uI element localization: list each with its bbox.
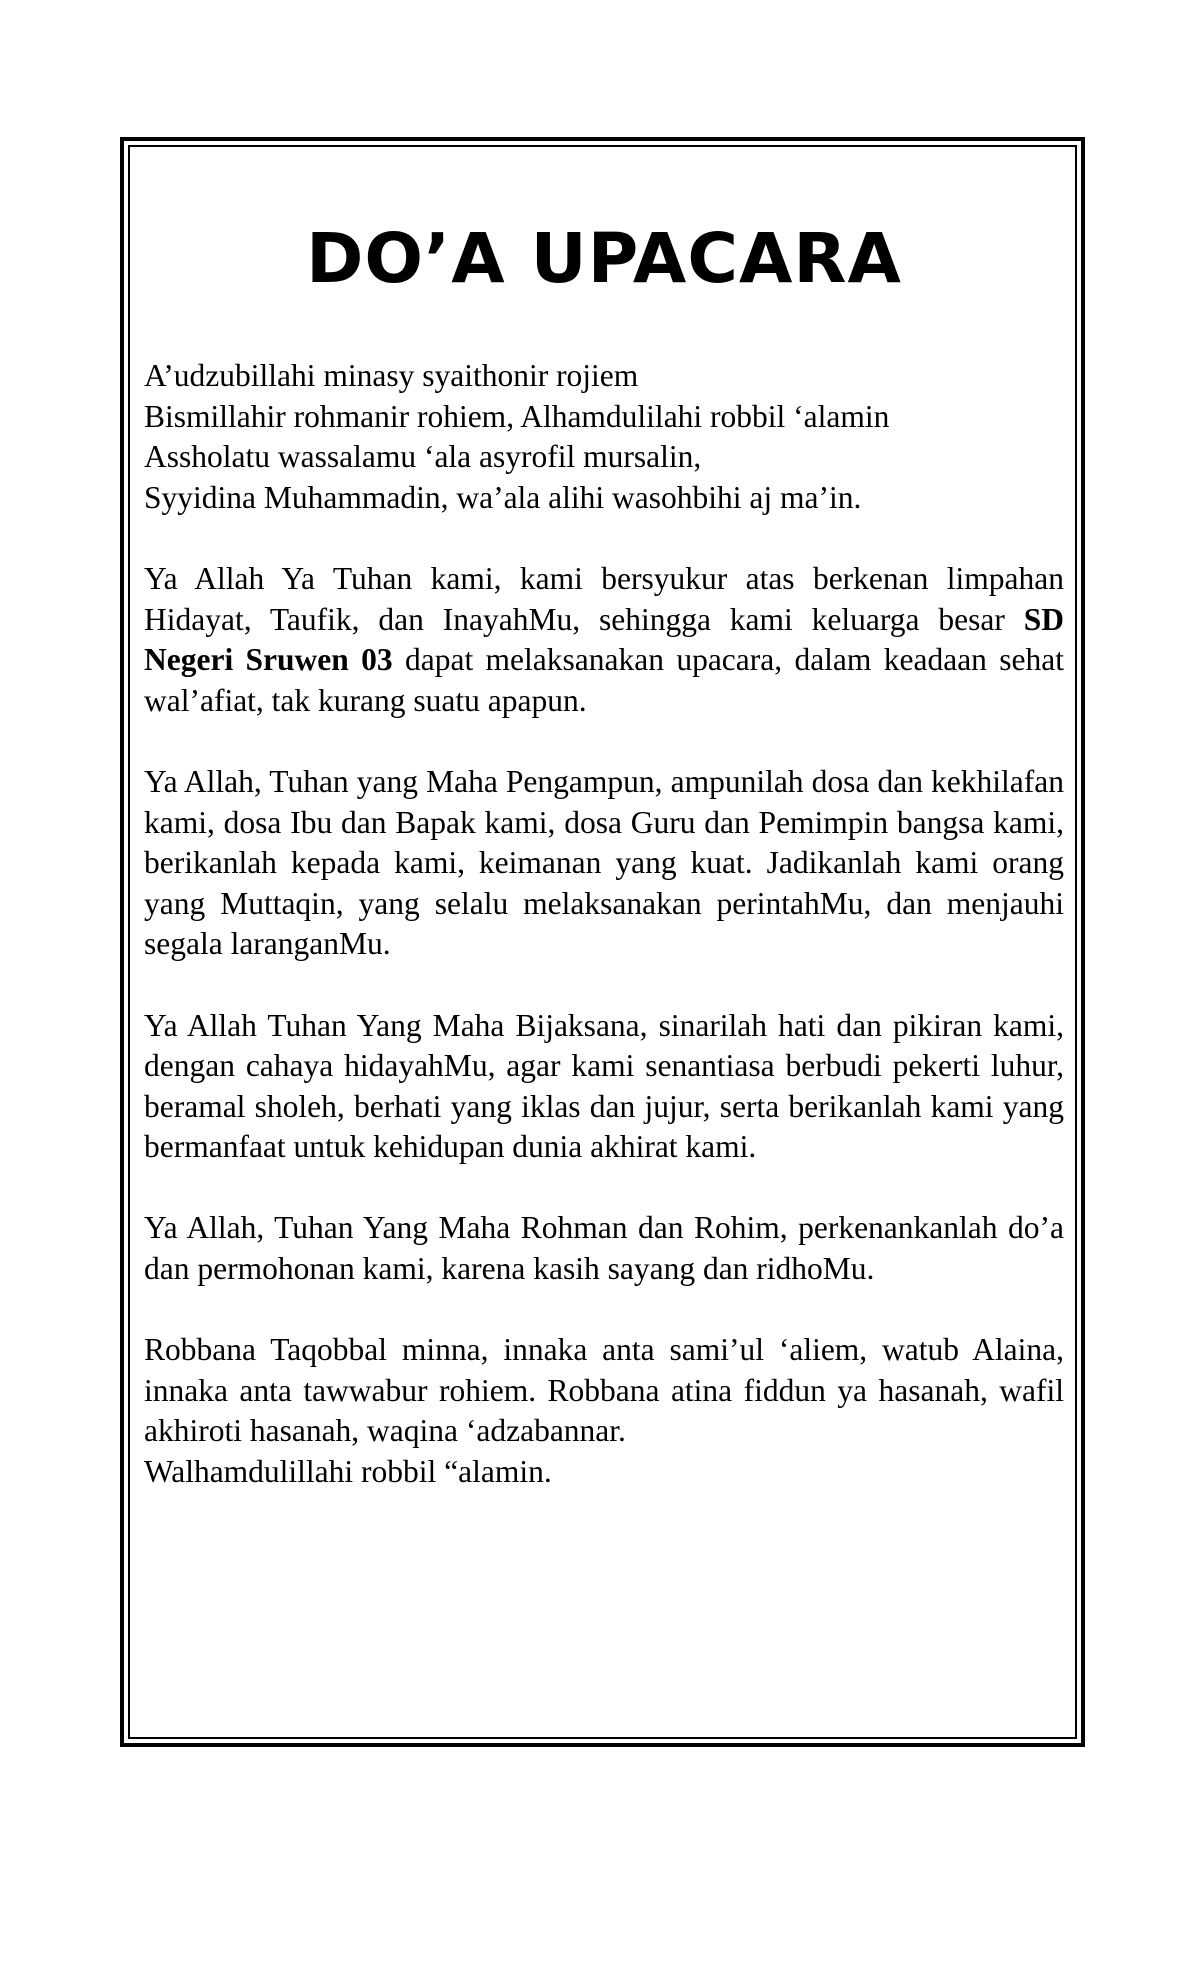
school-name: SD Negeri Sruwen 03 [144,601,1064,678]
gratitude-text-start: Ya Allah Ya Tuhan kami, kami bersyukur atas berkenan limpahan Hidayat, Taufik, dan InayahMu, sehingga kami keluarga besar [144,560,1064,637]
forgiveness-paragraph: Ya Allah, Tuhan yang Maha Pengampun, ampunilah dosa dan kekhilafan kami, dosa Ibu dan Bapak kami, dosa Guru dan Pemimpin bangsa kami, berikanlah kepada kami, keimanan yang kuat. Jadikanlah kami orang yang Muttaqin, yang selalu melaksanakan perintahMu, dan menjauhi segala laranganMu. [144,763,1064,962]
wisdom-paragraph: Ya Allah Tuhan Yang Maha Bijaksana, sinarilah hati dan pikiran kami, dengan cahaya hidayahMu, agar kami senantiasa berbudi pekerti luhur, beramal sholeh, berhati yang iklas dan jujur, serta berikanlah kami yang bermanfaat untuk kehidupan dunia akhirat kami. [144,1007,1064,1165]
opening-line: Bismillahir rohmanir rohiem, Alhamdulilahi robbil ‘alamin [144,398,890,434]
document-title: DO’A UPACARA [306,219,902,299]
closing-line: Walhamdulillahi robbil “alamin. [144,1454,552,1490]
gratitude-text-end: dapat melaksanakan upacara, dalam keadaan sehat wal’afiat, tak kurang suatu apapun. [144,642,1064,718]
mercy-paragraph: Ya Allah, Tuhan Yang Maha Rohman dan Rohim, perkenankanlah do’a dan permohonan kami, karena kasih sayang dan ridhoMu. [144,1210,1064,1287]
opening-paragraph [144,356,1064,518]
opening-line: Assholatu wassalamu ‘ala asyrofil mursalin, [144,439,702,475]
closing-prayer-text: Robbana Taqobbal minna, innaka anta sami’ul ‘aliem, watub Alaina, innaka anta tawwabur rohiem. Robbana atina fiddun ya hasanah, wafil akhiroti hasanah, waqina ‘adzabannar. [144,1332,1064,1449]
opening-line: A’udzubillahi minasy syaithonir rojiem [144,358,639,393]
opening-line: Syyidina Muhammadin, wa’ala alihi wasohbihi aj ma’in. [144,479,862,515]
prayer-document [144,200,1064,1533]
closing-paragraph [144,1330,1064,1492]
gratitude-paragraph [144,559,1064,721]
